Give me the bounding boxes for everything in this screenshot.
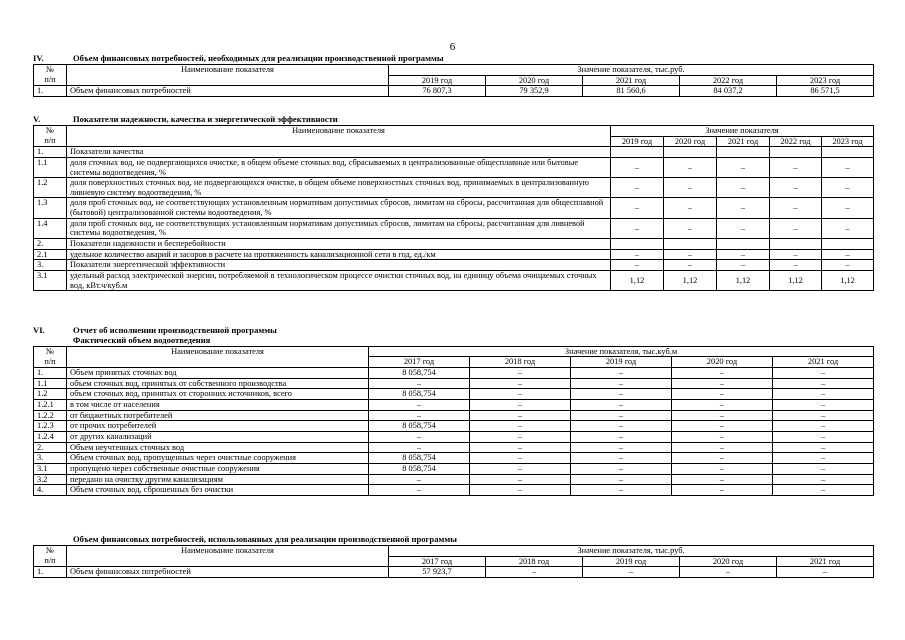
header-name-cont xyxy=(67,75,389,86)
header-year: 2021 год xyxy=(773,357,874,368)
row-value: – xyxy=(470,432,571,443)
row-value: – xyxy=(470,463,571,474)
row-name: от других канализаций xyxy=(67,432,369,443)
row-number: 1.2.4 xyxy=(34,432,67,443)
row-number: 1.1 xyxy=(34,157,67,177)
section-title-text: Отчет об исполнении производственной программы xyxy=(73,325,277,335)
row-value: – xyxy=(571,474,672,485)
header-row xyxy=(34,64,874,75)
row-value: – xyxy=(672,378,773,389)
row-number: 3. xyxy=(34,260,67,271)
row-number: 3.2 xyxy=(34,474,67,485)
row-value: – xyxy=(369,474,470,485)
header-year: 2023 год xyxy=(777,75,874,86)
row-value: – xyxy=(611,198,664,218)
header-pp: п/п xyxy=(34,556,67,567)
row-number: 1. xyxy=(34,86,67,97)
row-value: 81 560,6 xyxy=(583,86,680,97)
row-name: передано на очистку другим канализациям xyxy=(67,474,369,485)
header-value: Значение показателя, тыс.куб.м xyxy=(369,346,874,357)
row-value: – xyxy=(571,400,672,411)
row-value: 1,12 xyxy=(717,271,770,291)
row-value: – xyxy=(822,198,874,218)
row-number: 1.2 xyxy=(34,178,67,198)
row-name: Объем сточных вод, пропущенных через очистные сооружения xyxy=(67,453,369,464)
header-year: 2019 год xyxy=(611,136,664,147)
table-row xyxy=(34,368,874,379)
row-value: – xyxy=(717,198,770,218)
row-value: – xyxy=(571,442,672,453)
row-number: 1. xyxy=(34,567,67,578)
row-value: – xyxy=(672,474,773,485)
header-value: Значение показателя xyxy=(611,125,874,136)
header-year: 2018 год xyxy=(470,357,571,368)
table-row xyxy=(34,400,874,411)
row-value: – xyxy=(773,463,874,474)
table-row xyxy=(34,178,874,198)
header-name-cont xyxy=(67,136,611,147)
header-no: № xyxy=(34,346,67,357)
row-name: доля поверхностных сточных вод, не подвергающихся очистке, в общем объеме поверхностных сточных вод, принимаемых в централизованную ливневую систему водоотведения, % xyxy=(67,178,611,198)
row-number: 1. xyxy=(34,368,67,379)
row-value: – xyxy=(672,410,773,421)
row-value: – xyxy=(773,474,874,485)
row-name: Показатели надежности и бесперебойности xyxy=(67,239,611,250)
header-year: 2017 год xyxy=(369,357,470,368)
row-value: – xyxy=(717,178,770,198)
table-row xyxy=(34,485,874,496)
row-name: Показатели энергетической эффективности xyxy=(67,260,611,271)
table-row xyxy=(34,453,874,464)
section-financial-needs-plan xyxy=(33,54,873,97)
section-number: IV. xyxy=(33,53,44,63)
row-value-empty xyxy=(822,239,874,250)
section-program-report xyxy=(33,326,873,496)
table-row xyxy=(34,442,874,453)
table-row xyxy=(34,567,874,578)
row-value-empty xyxy=(664,239,717,250)
row-value: – xyxy=(773,378,874,389)
row-name: пропущено через собственные очистные сооружения xyxy=(67,463,369,474)
table-row xyxy=(34,271,874,291)
row-name: Объем неучтенных сточных вод xyxy=(67,442,369,453)
header-value: Значение показателя, тыс.руб. xyxy=(389,545,874,556)
row-value: 1,12 xyxy=(770,271,822,291)
header-year: 2020 год xyxy=(664,136,717,147)
row-value: – xyxy=(672,432,773,443)
row-value: – xyxy=(770,260,822,271)
row-value: – xyxy=(773,432,874,443)
row-value: – xyxy=(672,368,773,379)
table-row xyxy=(34,157,874,177)
row-value: – xyxy=(672,389,773,400)
row-number: 1.2 xyxy=(34,389,67,400)
reliability-indicators-table xyxy=(33,125,874,292)
row-value: – xyxy=(777,567,874,578)
header-row xyxy=(34,357,874,368)
section-title: Объем финансовых потребностей, использованных для реализации производственной программы xyxy=(73,534,457,544)
row-value: – xyxy=(672,463,773,474)
row-value: 1,12 xyxy=(611,271,664,291)
row-name: доля проб сточных вод, не соответствующих установленным нормативам допустимых сбросов, лимитам на сбросы, рассчитанная для общесплавной (бытовой) централизованной системы водоотведения, % xyxy=(67,198,611,218)
row-value: – xyxy=(770,198,822,218)
row-value: – xyxy=(470,442,571,453)
row-value: – xyxy=(672,421,773,432)
row-name: Объем финансовых потребностей xyxy=(67,86,389,97)
row-value: – xyxy=(770,157,822,177)
row-value: – xyxy=(717,249,770,260)
header-name: Наименование показателя xyxy=(67,545,389,556)
row-name: удельный расход электрической энергии, потребляемой в технологическом процессе очистки сточных вод, на единицу объема очищаемых сточных вод, кВт.ч/куб.м xyxy=(67,271,611,291)
row-value: – xyxy=(672,400,773,411)
row-value: – xyxy=(773,485,874,496)
row-value: 79 352,9 xyxy=(486,86,583,97)
header-pp: п/п xyxy=(34,75,67,86)
row-number: 2. xyxy=(34,442,67,453)
table-row xyxy=(34,432,874,443)
section-number: V. xyxy=(33,114,41,124)
row-value: – xyxy=(770,249,822,260)
table-row xyxy=(34,198,874,218)
row-value: – xyxy=(611,260,664,271)
row-value: – xyxy=(369,485,470,496)
row-value: – xyxy=(717,218,770,238)
row-value: – xyxy=(611,178,664,198)
row-name: доля сточных вод, не подвергающихся очистке, в общем объеме сточных вод, сбрасываемых в централизованные общесплавные или бытовые системы водоотведения, % xyxy=(67,157,611,177)
row-value: – xyxy=(369,410,470,421)
row-number: 1. xyxy=(34,147,67,158)
row-value: – xyxy=(470,453,571,464)
header-name-cont xyxy=(67,556,389,567)
row-value: – xyxy=(470,421,571,432)
row-number: 1.2.3 xyxy=(34,421,67,432)
row-value: – xyxy=(664,157,717,177)
header-year: 2019 год xyxy=(583,556,680,567)
row-value: – xyxy=(664,178,717,198)
row-value-empty xyxy=(822,147,874,158)
table-row xyxy=(34,239,874,250)
row-value: 1,12 xyxy=(664,271,717,291)
row-value: – xyxy=(571,410,672,421)
row-value: 8 058,754 xyxy=(369,463,470,474)
row-value: – xyxy=(664,198,717,218)
row-value: – xyxy=(664,218,717,238)
row-name: Объем финансовых потребностей xyxy=(67,567,389,578)
header-row xyxy=(34,75,874,86)
row-value-empty xyxy=(611,147,664,158)
row-value: – xyxy=(470,400,571,411)
header-no: № xyxy=(34,64,67,75)
row-value: – xyxy=(611,218,664,238)
section-title xyxy=(33,115,873,125)
header-row xyxy=(34,545,874,556)
row-name: от прочих потребителей xyxy=(67,421,369,432)
row-value: 57 923,7 xyxy=(389,567,486,578)
row-value: – xyxy=(770,178,822,198)
header-year: 2021 год xyxy=(717,136,770,147)
row-value-empty xyxy=(611,239,664,250)
row-number: 3.1 xyxy=(34,271,67,291)
row-value: – xyxy=(470,410,571,421)
header-row xyxy=(34,125,874,136)
row-number: 2. xyxy=(34,239,67,250)
row-number: 1.3 xyxy=(34,198,67,218)
row-value: – xyxy=(822,218,874,238)
section-title-text: Объем финансовых потребностей, необходимых для реализации производственной программы xyxy=(73,53,444,63)
row-value: – xyxy=(770,218,822,238)
table-row xyxy=(34,463,874,474)
row-name: объем сточных вод, принятых от сторонних источников, всего xyxy=(67,389,369,400)
header-year: 2018 год xyxy=(486,556,583,567)
table-row xyxy=(34,378,874,389)
row-value: – xyxy=(773,400,874,411)
header-year: 2020 год xyxy=(672,357,773,368)
header-year: 2023 год xyxy=(822,136,874,147)
row-value-empty xyxy=(770,239,822,250)
table-row xyxy=(34,410,874,421)
row-value: 76 807,3 xyxy=(389,86,486,97)
header-year: 2019 год xyxy=(571,357,672,368)
financial-needs-plan-table xyxy=(33,64,874,97)
header-year: 2022 год xyxy=(680,75,777,86)
header-year: 2017 год xyxy=(389,556,486,567)
header-name: Наименование показателя xyxy=(67,125,611,136)
header-year: 2021 год xyxy=(583,75,680,86)
row-name: от бюджетных потребителей xyxy=(67,410,369,421)
row-number: 1.2.1 xyxy=(34,400,67,411)
row-value: – xyxy=(369,442,470,453)
table-row xyxy=(34,86,874,97)
row-value: 8 058,754 xyxy=(369,453,470,464)
row-value: – xyxy=(717,157,770,177)
row-value: – xyxy=(571,463,672,474)
section-reliability-indicators xyxy=(33,115,873,291)
table-row xyxy=(34,421,874,432)
row-value: – xyxy=(822,249,874,260)
row-value: – xyxy=(672,453,773,464)
row-name: доля проб сточных вод, не соответствующих установленным нормативам допустимых сбросов, лимитам на сбросы, рассчитанная для ливневой системы водоотведения, % xyxy=(67,218,611,238)
row-name: Объем сточных вод, сброшенных без очистки xyxy=(67,485,369,496)
row-name: Объем принятых сточных вод xyxy=(67,368,369,379)
row-value: – xyxy=(672,485,773,496)
row-number: 3. xyxy=(34,453,67,464)
row-value: – xyxy=(773,421,874,432)
row-value: – xyxy=(486,567,583,578)
row-value: – xyxy=(369,432,470,443)
section-financial-needs-used xyxy=(33,535,873,578)
row-value: – xyxy=(773,368,874,379)
row-value: – xyxy=(680,567,777,578)
row-name: объем сточных вод, принятых от собственного производства xyxy=(67,378,369,389)
section-title-text: Показатели надежности, качества и энергетической эффективности xyxy=(73,114,338,124)
row-value: – xyxy=(369,400,470,411)
row-number: 2.1 xyxy=(34,249,67,260)
row-value: – xyxy=(672,442,773,453)
section-title xyxy=(33,54,873,64)
row-value: – xyxy=(773,453,874,464)
section-subtitle: Фактический объем водоотведения xyxy=(73,334,211,345)
header-year: 2020 год xyxy=(680,556,777,567)
row-value-empty xyxy=(770,147,822,158)
header-year: 2021 год xyxy=(777,556,874,567)
row-value: 8 058,754 xyxy=(369,389,470,400)
row-value: – xyxy=(583,567,680,578)
row-number: 1.1 xyxy=(34,378,67,389)
row-value: – xyxy=(822,178,874,198)
row-value: – xyxy=(822,157,874,177)
table-row xyxy=(34,249,874,260)
page-number: 6 xyxy=(449,41,456,53)
row-value: – xyxy=(611,249,664,260)
table-row xyxy=(34,260,874,271)
row-value: – xyxy=(571,485,672,496)
row-value: – xyxy=(773,410,874,421)
row-value: 86 571,5 xyxy=(777,86,874,97)
header-pp: п/п xyxy=(34,136,67,147)
row-value: – xyxy=(822,260,874,271)
row-value: 84 037,2 xyxy=(680,86,777,97)
row-number: 1.4 xyxy=(34,218,67,238)
row-value: – xyxy=(571,368,672,379)
row-value: – xyxy=(717,260,770,271)
row-value: 8 058,754 xyxy=(369,368,470,379)
header-row xyxy=(34,136,874,147)
row-number: 4. xyxy=(34,485,67,496)
row-value: – xyxy=(773,389,874,400)
table-row xyxy=(34,474,874,485)
table-row xyxy=(34,389,874,400)
row-value: – xyxy=(369,378,470,389)
row-value: – xyxy=(571,421,672,432)
header-no: № xyxy=(34,545,67,556)
row-value-empty xyxy=(717,147,770,158)
header-no: № xyxy=(34,125,67,136)
row-value: – xyxy=(470,389,571,400)
table-row xyxy=(34,147,874,158)
row-value: – xyxy=(470,474,571,485)
header-row xyxy=(34,556,874,567)
row-name: Показатели качества xyxy=(67,147,611,158)
header-name-cont xyxy=(67,357,369,368)
row-value: 1,12 xyxy=(822,271,874,291)
header-row xyxy=(34,346,874,357)
row-value: – xyxy=(571,453,672,464)
header-year: 2022 год xyxy=(770,136,822,147)
header-year: 2019 год xyxy=(389,75,486,86)
row-value: – xyxy=(470,485,571,496)
header-year: 2020 год xyxy=(486,75,583,86)
row-value: – xyxy=(664,260,717,271)
row-value-empty xyxy=(717,239,770,250)
row-number: 1.2.2 xyxy=(34,410,67,421)
row-name: удельное количество аварий и засоров в расчете на протяженность канализационной сети в год, ед./км xyxy=(67,249,611,260)
wastewater-volume-table xyxy=(33,346,874,496)
row-number: 3.1 xyxy=(34,463,67,474)
header-name: Наименование показателя xyxy=(67,64,389,75)
row-value-empty xyxy=(664,147,717,158)
row-value: 8 058,754 xyxy=(369,421,470,432)
header-value: Значение показателя, тыс.руб. xyxy=(389,64,874,75)
row-value: – xyxy=(773,442,874,453)
row-value: – xyxy=(571,432,672,443)
row-value: – xyxy=(571,378,672,389)
row-name: в том числе от населения xyxy=(67,400,369,411)
row-value: – xyxy=(470,378,571,389)
header-name: Наименование показателя xyxy=(67,346,369,357)
row-value: – xyxy=(571,389,672,400)
row-value: – xyxy=(664,249,717,260)
row-value: – xyxy=(611,157,664,177)
financial-needs-used-table xyxy=(33,545,874,578)
table-row xyxy=(34,218,874,238)
section-number: VI. xyxy=(33,325,45,335)
row-value: – xyxy=(470,368,571,379)
header-pp: п/п xyxy=(34,357,67,368)
